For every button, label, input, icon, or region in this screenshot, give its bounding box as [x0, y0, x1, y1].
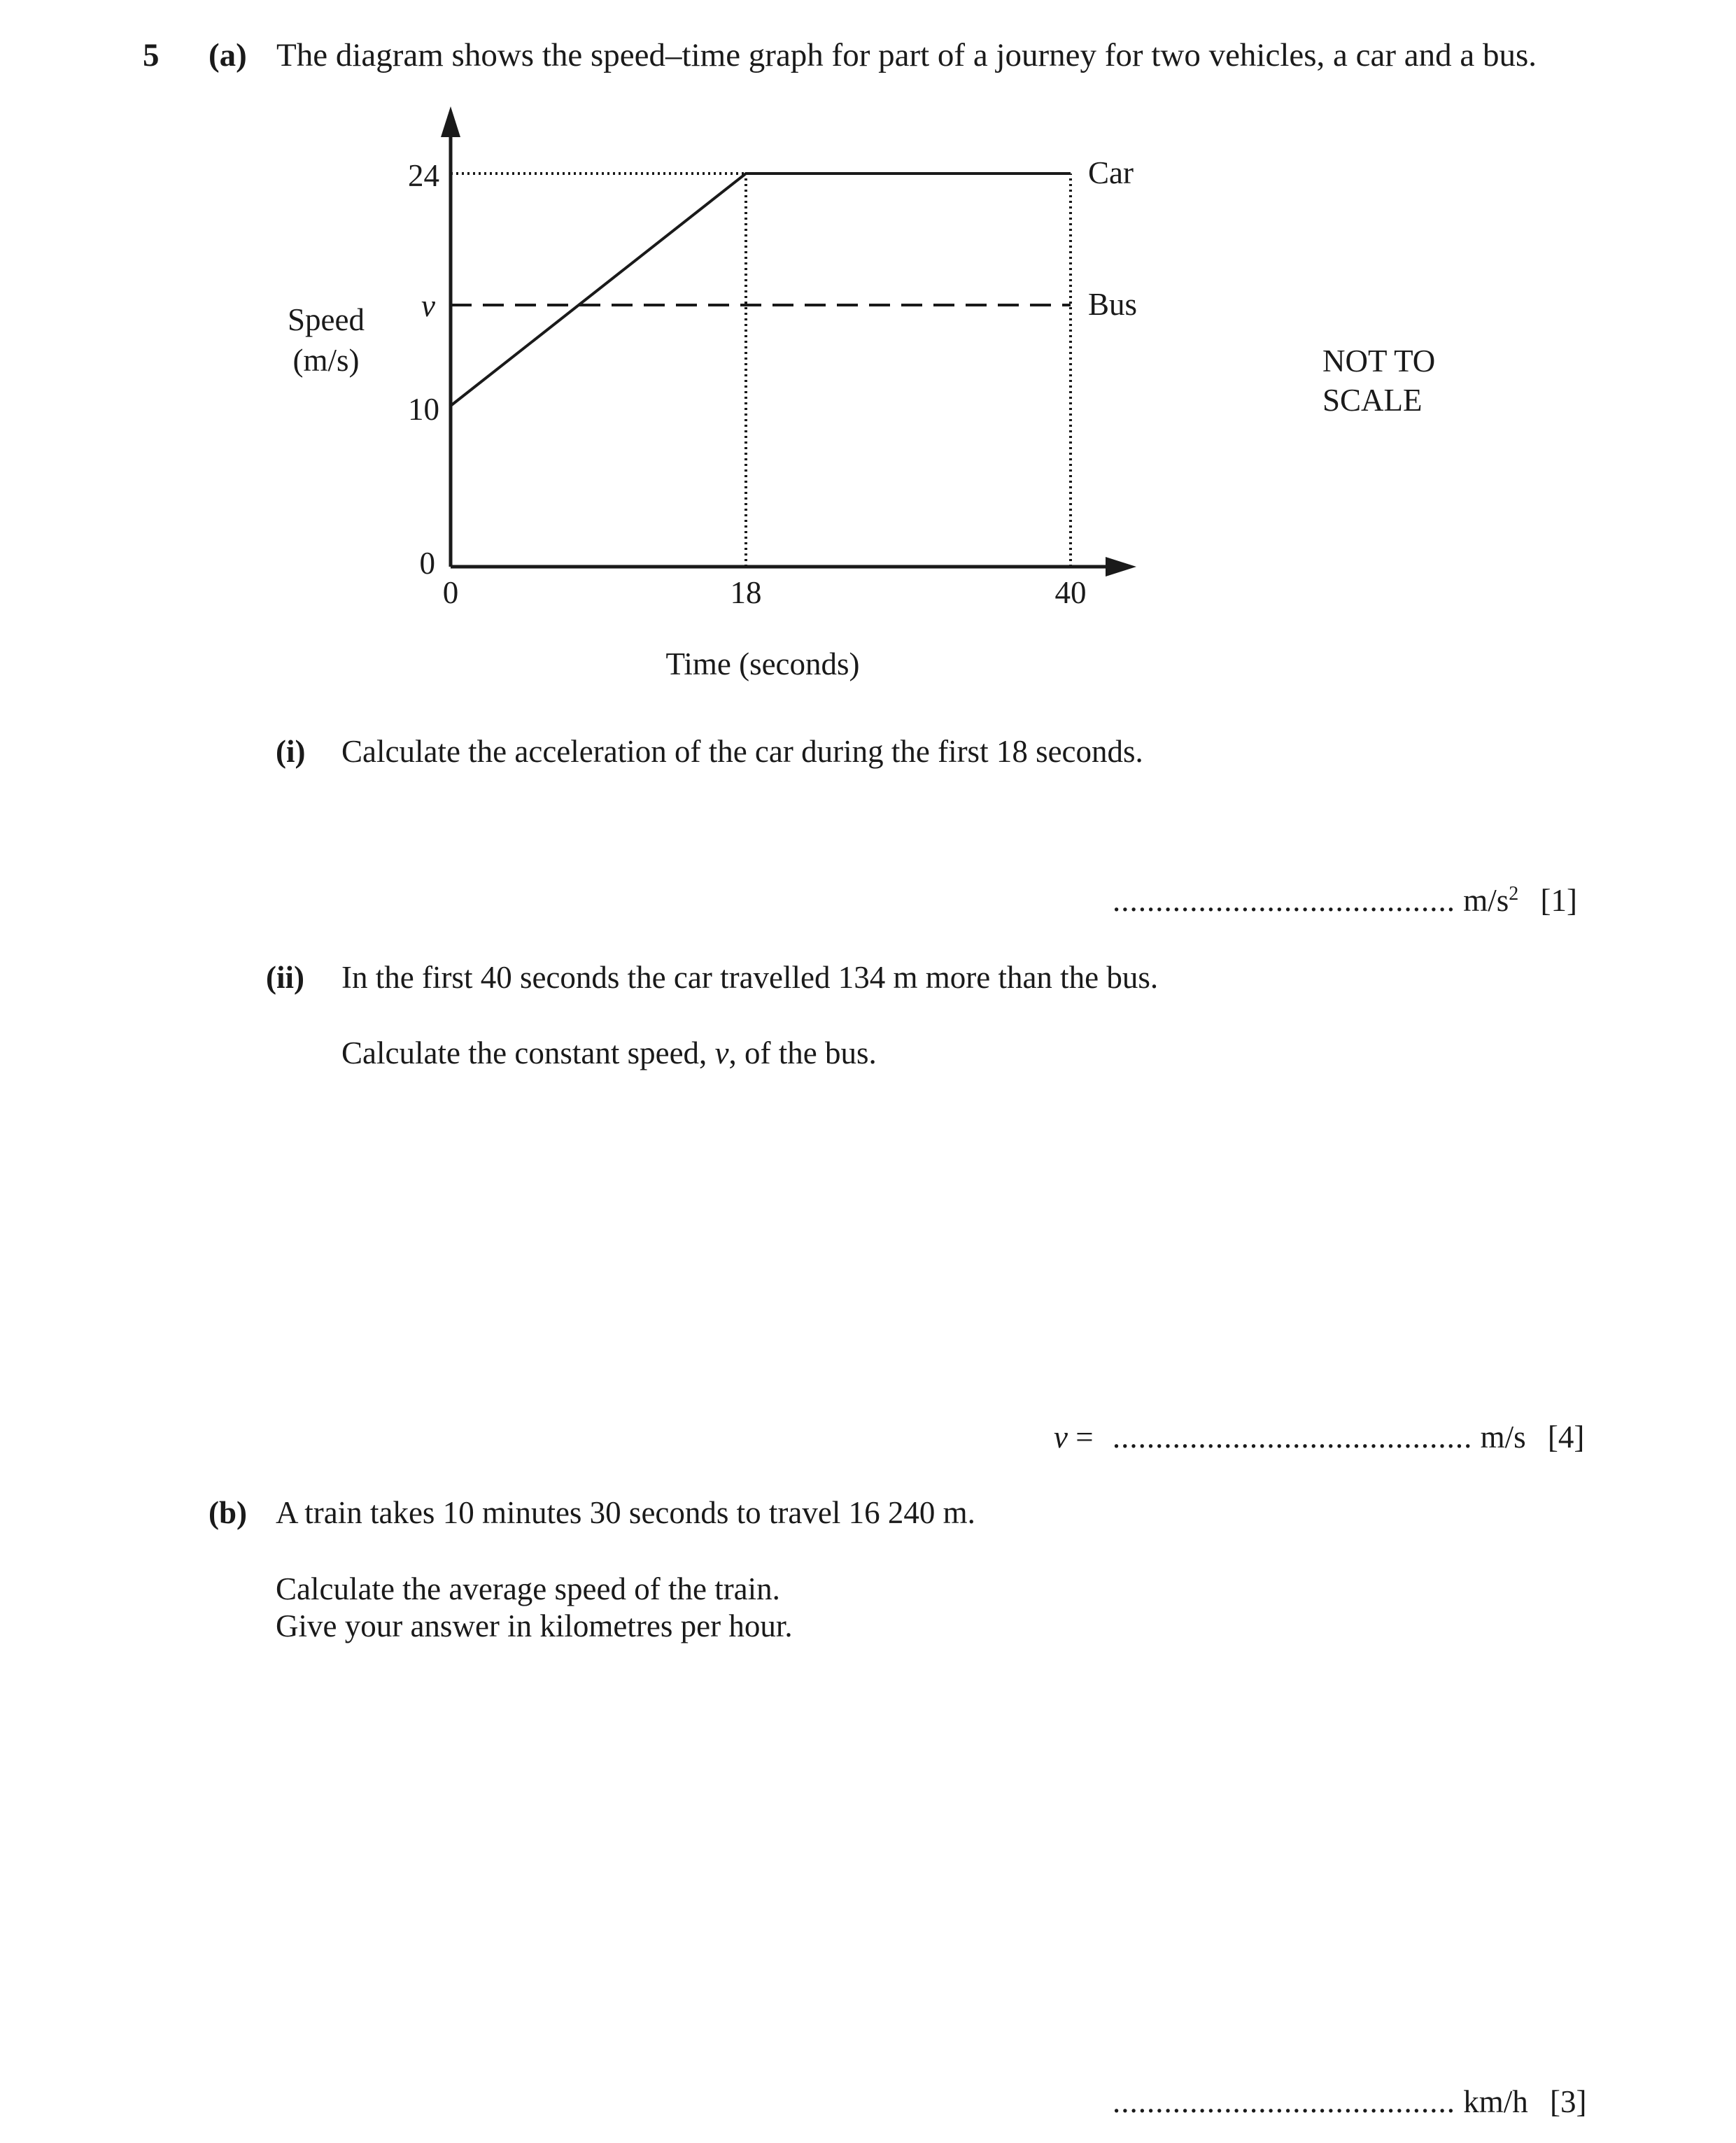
- not-to-scale-line2: SCALE: [1322, 383, 1423, 418]
- sub-ii-answer-eq: =: [1067, 1420, 1094, 1455]
- part-b-answer-dots[interactable]: ........................................: [1113, 2084, 1455, 2119]
- x-tick-40: 40: [1054, 575, 1087, 610]
- reference-lines: [451, 174, 1071, 567]
- part-b-label: (b): [209, 1495, 247, 1530]
- sub-i-unit-exponent: 2: [1509, 883, 1519, 905]
- y-axis-arrowhead: [441, 106, 460, 137]
- sub-ii-label: (ii): [266, 960, 304, 995]
- x-tick-18: 18: [730, 575, 762, 610]
- series-line-car: [451, 174, 1071, 406]
- sub-ii-text1: In the first 40 seconds the car travelled 134 m more than the bus.: [341, 960, 1159, 995]
- x-axis-arrowhead: [1106, 557, 1136, 577]
- part-b-unit: km/h: [1463, 2084, 1528, 2119]
- part-b-text1: A train takes 10 minutes 30 seconds to travel 16 240 m.: [276, 1495, 975, 1530]
- sub-ii-answer-line[interactable]: [1054, 1422, 1584, 1453]
- x-tick-0: 0: [442, 575, 459, 610]
- sub-i-text: Calculate the acceleration of the car during the first 18 seconds.: [341, 734, 1143, 769]
- not-to-scale-line1: NOT TO: [1322, 344, 1436, 379]
- sub-ii-text2-pre: Calculate the constant speed,: [341, 1035, 715, 1070]
- sub-i-answer-dots[interactable]: ........................................: [1113, 883, 1455, 918]
- y-axis-label-line2: (m/s): [292, 343, 360, 378]
- part-b-text2: Calculate the average speed of the train.: [276, 1571, 780, 1606]
- series-label-car: Car: [1088, 155, 1134, 190]
- sub-ii-marks: [4]: [1547, 1420, 1585, 1455]
- part-b-answer-line[interactable]: [1113, 2086, 1587, 2118]
- x-axis-label: Time (seconds): [665, 646, 860, 681]
- speed-time-graph: [0, 0, 1736, 700]
- y-axis-label-line1: Speed: [288, 302, 365, 337]
- sub-i-marks: [1]: [1540, 883, 1578, 918]
- part-b-marks: [3]: [1550, 2084, 1587, 2119]
- series-lines: [451, 174, 1071, 406]
- question-number: 5: [143, 37, 160, 73]
- sub-ii-text2-var: v: [714, 1035, 729, 1070]
- y-tick-0: 0: [419, 546, 435, 581]
- sub-i-unit: m/s: [1463, 883, 1509, 918]
- sub-ii-unit: m/s: [1480, 1420, 1526, 1455]
- y-tick-v: v: [421, 288, 435, 323]
- sub-ii-answer-var: v: [1054, 1420, 1068, 1455]
- y-tick-10: 10: [408, 392, 439, 427]
- part-a-label: (a): [209, 37, 247, 73]
- y-tick-24: 24: [408, 158, 439, 193]
- part-a-intro: The diagram shows the speed–time graph for part of a journey for two vehicles, a car and a bus.: [276, 37, 1537, 73]
- part-b-text3: Give your answer in kilometres per hour.: [276, 1608, 793, 1643]
- sub-ii-text2-post: , of the bus.: [728, 1035, 877, 1070]
- sub-i-label: (i): [276, 734, 306, 769]
- sub-ii-answer-dots[interactable]: ..........................................: [1112, 1420, 1473, 1455]
- sub-ii-text2: [341, 1035, 877, 1070]
- sub-i-answer-line[interactable]: [1113, 884, 1577, 917]
- series-label-bus: Bus: [1088, 287, 1138, 322]
